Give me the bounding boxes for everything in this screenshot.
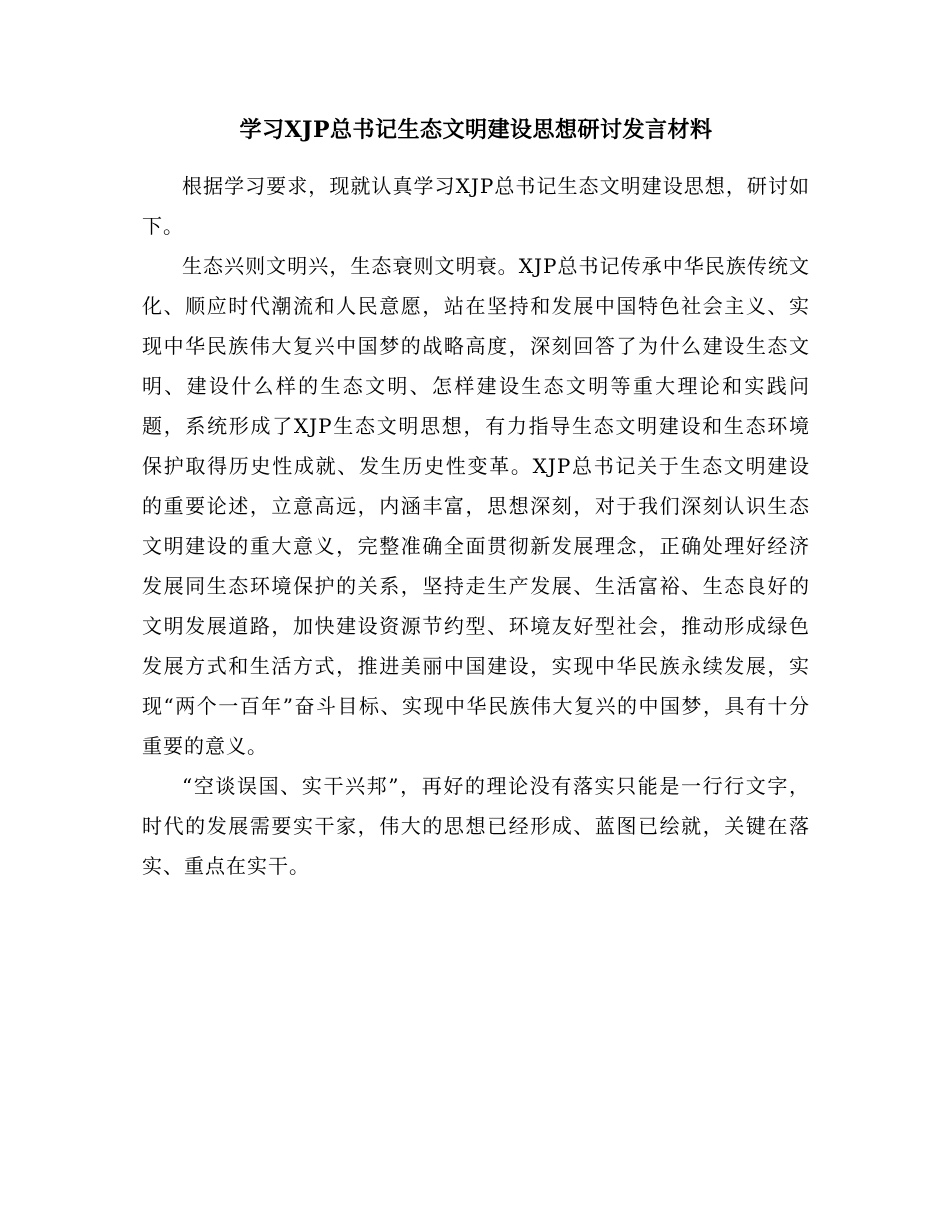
document-title: 学习XJP总书记生态文明建设思想研讨发言材料 [239,117,713,143]
paragraph-action: “空谈误国、实干兴邦”，再好的理论没有落实只能是一行行文字，时代的发展需要实干家，伟大的思想已经形成、蓝图已绘就，关键在落实、重点在实干。 [142,774,810,878]
paragraph-ecology: 生态兴则文明兴，生态衰则文明衰。XJP总书记传承中华民族传统文化、顺应时代潮流和人民意愿，站在坚持和发展中国特色社会主义、实现中华民族伟大复兴中国梦的战略高度，深刻回答了为什么建设生态文明、建设什么样的生态文明、怎样建设生态文明等重大理论和实践问题，系统形成了XJP生态文明思想，有力指导生态文明建设和生态环境保护取得历史性成就、发生历史性变革。XJP总书记关于生态文明建设的重要论述，立意高远，内涵丰富，思想深刻，对于我们深刻认识生态文明建设的重大意义，完整准确全面贯彻新发展理念，正确处理好经济发展同生态环境保护的关系，坚持走生产发展、生活富裕、生态良好的文明发展道路，加快建设资源节约型、环境友好型社会，推动形成绿色发展方式和生活方式，推进美丽中国建设，实现中华民族永续发展，实现“两个一百年”奋斗目标、实现中华民族伟大复兴的中国梦，具有十分重要的意义。 [142,254,810,758]
paragraph-intro: 根据学习要求，现就认真学习XJP总书记生态文明建设思想，研讨如下。 [142,174,810,238]
